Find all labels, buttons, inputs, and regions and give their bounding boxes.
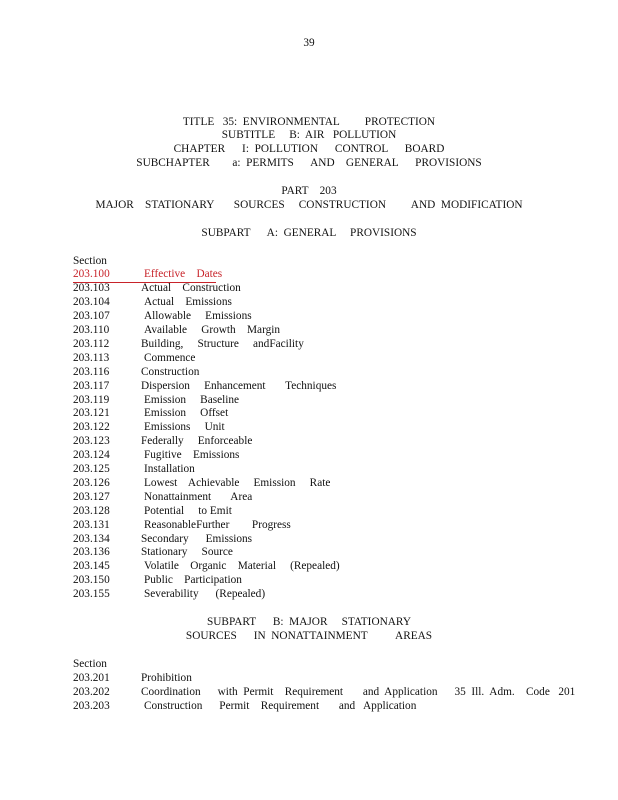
section-title: ReasonableFurther Progress <box>144 519 291 531</box>
subpart-a-heading: SUBPART A: GENERAL PROVISIONS <box>201 227 417 239</box>
section-title: Coordination with Permit Requirement and Application 35 Ill. Adm. Code 201 <box>141 686 576 698</box>
section-number: 203.155 <box>73 588 110 600</box>
page-number: 39 <box>303 37 315 49</box>
section-label-a: Section <box>73 255 107 267</box>
section-title: Installation <box>144 463 195 475</box>
section-title: Secondary Emissions <box>141 533 253 545</box>
section-number: 203.121 <box>73 407 110 419</box>
chapter-heading: CHAPTER I: POLLUTION CONTROL BOARD <box>173 143 445 155</box>
section-number: 203.131 <box>73 519 110 531</box>
section-title: Volatile Organic Material (Repealed) <box>144 560 340 572</box>
section-number: 203.145 <box>73 560 110 572</box>
section-number: 203.202 <box>73 686 110 698</box>
section-number: 203.107 <box>73 310 110 322</box>
section-title: Public Participation <box>144 574 242 586</box>
section-number: 203.124 <box>73 449 110 461</box>
section-number: 203.110 <box>73 324 110 336</box>
section-number: 203.119 <box>73 394 110 406</box>
section-number: 203.117 <box>73 380 110 392</box>
section-title: Prohibition <box>141 672 192 684</box>
section-number: 203.128 <box>73 505 110 517</box>
section-number: 203.203 <box>73 700 110 712</box>
section-number: 203.125 <box>73 463 110 475</box>
title-heading: TITLE 35: ENVIRONMENTAL PROTECTION <box>182 116 436 128</box>
section-title: Available Growth Margin <box>144 324 281 336</box>
section-title: Lowest Achievable Emission Rate <box>144 477 331 489</box>
section-title: Fugitive Emissions <box>144 449 240 461</box>
section-title: Emission Baseline <box>144 394 240 406</box>
section-number: 203.136 <box>73 546 110 558</box>
section-title: Construction <box>141 366 200 378</box>
section-title: Building, Structure andFacility <box>141 338 304 350</box>
section-number: 203.103 <box>73 282 110 294</box>
part-heading: PART 203 <box>281 185 337 197</box>
section-number: 203.134 <box>73 533 110 545</box>
section-title: Stationary Source <box>141 546 233 558</box>
section-number: 203.116 <box>73 366 110 378</box>
subtitle-heading: SUBTITLE B: AIR POLLUTION <box>221 129 397 141</box>
section-number: 203.122 <box>73 421 110 433</box>
section-link-number[interactable]: 203.100 <box>73 268 110 280</box>
section-title: Potential to Emit <box>144 505 232 517</box>
subpart-b-heading: SUBPART B: MAJOR STATIONARY <box>206 616 411 628</box>
section-title: Dispersion Enhancement Techniques <box>141 380 337 392</box>
section-title: Severability (Repealed) <box>144 588 266 600</box>
section-number: 203.150 <box>73 574 110 586</box>
section-number: 203.126 <box>73 477 110 489</box>
section-number: 203.127 <box>73 491 110 503</box>
section-title: Allowable Emissions <box>144 310 252 322</box>
section-label-b: Section <box>73 658 107 670</box>
section-number: 203.201 <box>73 672 110 684</box>
section-title: Commence <box>144 352 196 364</box>
section-title: Emissions Unit <box>144 421 225 433</box>
section-title: Federally Enforceable <box>141 435 253 447</box>
section-number: 203.112 <box>73 338 110 350</box>
section-title: Nonattainment Area <box>144 491 253 503</box>
section-number: 203.113 <box>73 352 110 364</box>
section-title: Emission Offset <box>144 407 229 419</box>
section-title: Actual Construction <box>141 282 241 294</box>
part-title: MAJOR STATIONARY SOURCES CONSTRUCTION AND MODIFICATION <box>95 199 523 211</box>
section-number: 203.104 <box>73 296 110 308</box>
subchapter-heading: SUBCHAPTER a: PERMITS AND GENERAL PROVISIONS <box>136 157 482 169</box>
section-number: 203.123 <box>73 435 110 447</box>
section-title: Actual Emissions <box>144 296 232 308</box>
section-link-label[interactable]: Effective Dates <box>144 268 223 280</box>
subpart-b-heading-line2: SOURCES IN NONATTAINMENT AREAS <box>185 630 433 642</box>
section-title: Construction Permit Requirement and Application <box>144 700 417 712</box>
